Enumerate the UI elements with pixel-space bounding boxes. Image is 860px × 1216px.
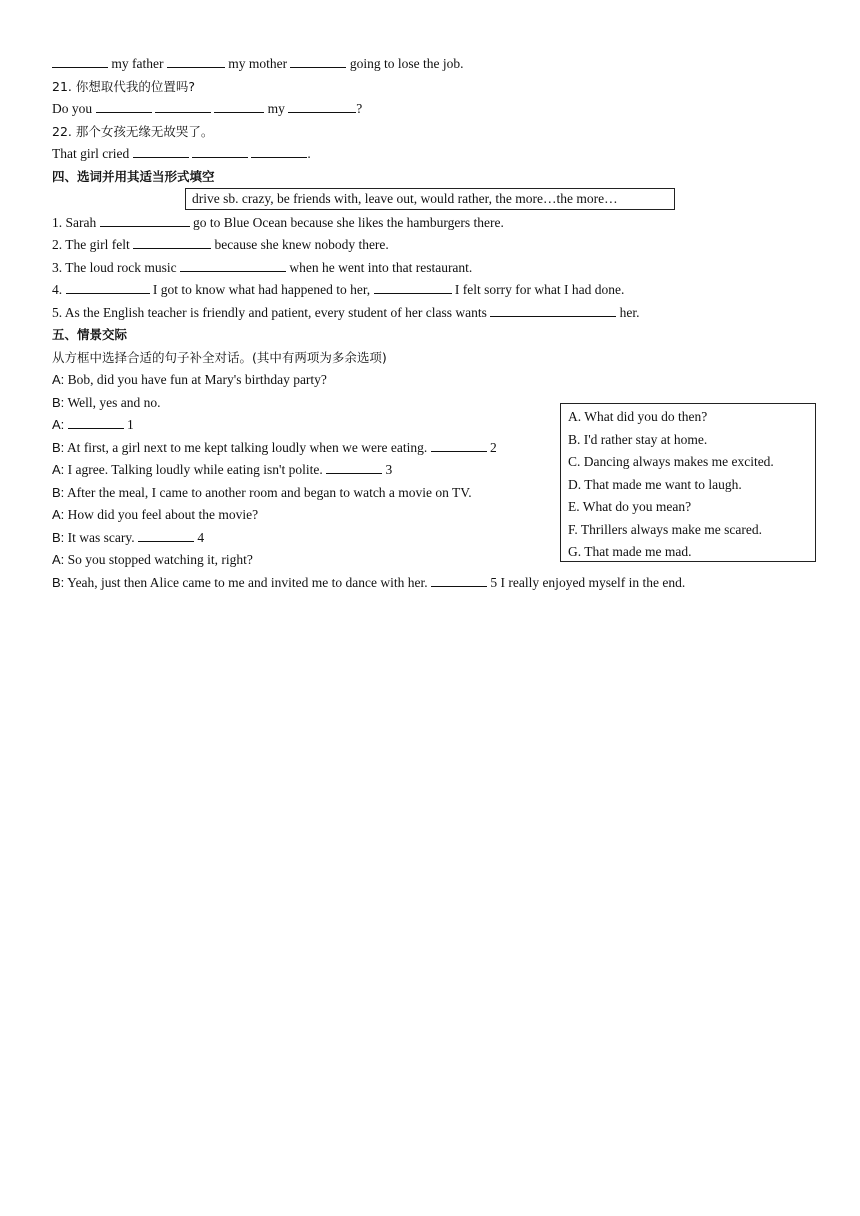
option-c: C. Dancing always makes me excited. bbox=[568, 454, 774, 469]
item-text: 1. Sarah bbox=[52, 215, 97, 230]
exercise-item-2 bbox=[52, 236, 389, 254]
question-22-chinese: 22. 那个女孩无缘无故哭了。 bbox=[52, 124, 214, 139]
section-5-heading: 五、情景交际 bbox=[52, 327, 128, 342]
question-21-english bbox=[52, 100, 362, 118]
blank-number: 4 bbox=[197, 530, 205, 545]
answer-blank[interactable] bbox=[431, 574, 487, 587]
item-text: because she knew nobody there. bbox=[214, 237, 389, 252]
section-4-heading: 四、选词并用其适当形式填空 bbox=[52, 169, 215, 184]
answer-blank[interactable] bbox=[96, 100, 152, 113]
item-text: go to Blue Ocean because she likes the hamburgers there. bbox=[193, 215, 504, 230]
answer-blank[interactable] bbox=[288, 100, 356, 113]
item-text: her. bbox=[619, 305, 640, 320]
word-bank-box: drive sb. crazy, be friends with, leave out, would rather, the more…the more… bbox=[185, 188, 675, 210]
dialogue-text: Bob, did you have fun at Mary's birthday party? bbox=[67, 372, 327, 387]
exercise-item-5 bbox=[52, 304, 640, 322]
dialogue-line bbox=[52, 574, 685, 592]
answer-blank[interactable] bbox=[52, 55, 108, 68]
line-text: That girl cried bbox=[52, 146, 130, 161]
blank-number: 2 bbox=[489, 440, 497, 455]
option-d: D. That made me want to laugh. bbox=[568, 476, 742, 492]
answer-blank[interactable] bbox=[133, 236, 211, 249]
dialogue-text: So you stopped watching it, right? bbox=[67, 552, 253, 567]
item-text: when he went into that restaurant. bbox=[289, 260, 473, 275]
answer-blank[interactable] bbox=[66, 281, 150, 294]
answer-blank[interactable] bbox=[251, 145, 307, 158]
speaker-label: A: bbox=[52, 372, 65, 387]
dialogue-text: At first, a girl next to me kept talking loudly when we were eating. bbox=[66, 440, 428, 455]
options-box bbox=[560, 403, 816, 562]
option-b: B. I'd rather stay at home. bbox=[568, 431, 708, 447]
question-22-english bbox=[52, 145, 311, 163]
exercise-item-4 bbox=[52, 281, 624, 299]
line-text: going to lose the job. bbox=[349, 56, 464, 71]
dialogue-line bbox=[52, 416, 134, 434]
item-text: I felt sorry for what I had done. bbox=[454, 282, 625, 297]
dialogue-text: I really enjoyed myself in the end. bbox=[500, 575, 686, 590]
answer-blank[interactable] bbox=[214, 100, 264, 113]
blank-number: 5 bbox=[490, 575, 498, 590]
fill-in-line-20 bbox=[52, 55, 463, 73]
answer-blank[interactable] bbox=[290, 55, 346, 68]
dialogue-line bbox=[52, 394, 160, 412]
answer-blank[interactable] bbox=[100, 214, 190, 227]
dialogue-line bbox=[52, 551, 253, 569]
answer-blank[interactable] bbox=[167, 55, 225, 68]
dialogue-line bbox=[52, 461, 392, 479]
line-text: . bbox=[307, 146, 311, 161]
item-text: I got to know what had happened to her, bbox=[152, 282, 371, 297]
dialogue-text: After the meal, I came to another room and began to watch a movie on TV. bbox=[66, 485, 472, 500]
speaker-label: B: bbox=[52, 485, 65, 500]
question-21-chinese: 21. 你想取代我的位置吗? bbox=[52, 79, 195, 94]
line-text: Do you bbox=[52, 101, 93, 116]
dialogue-line bbox=[52, 529, 204, 547]
dialogue-text: It was scary. bbox=[67, 530, 135, 545]
speaker-label: B: bbox=[52, 440, 65, 455]
answer-blank[interactable] bbox=[490, 304, 616, 317]
dialogue-line bbox=[52, 506, 258, 524]
dialogue-text: Yeah, just then Alice came to me and invited me to dance with her. bbox=[67, 575, 428, 590]
dialogue-line bbox=[52, 484, 472, 502]
exercise-item-1 bbox=[52, 214, 504, 232]
speaker-label: A: bbox=[52, 552, 65, 567]
exercise-item-3 bbox=[52, 259, 472, 277]
dialogue-line bbox=[52, 371, 327, 389]
option-g: G. That made me mad. bbox=[568, 544, 692, 559]
line-text: my father bbox=[111, 56, 164, 71]
dialogue-text: I agree. Talking loudly while eating isn't polite. bbox=[67, 462, 323, 477]
line-text: ? bbox=[356, 101, 363, 116]
speaker-label: A: bbox=[52, 417, 65, 432]
blank-number: 3 bbox=[385, 462, 393, 477]
answer-blank[interactable] bbox=[374, 281, 452, 294]
answer-blank[interactable] bbox=[326, 461, 382, 474]
answer-blank[interactable] bbox=[138, 529, 194, 542]
answer-blank[interactable] bbox=[431, 439, 487, 452]
speaker-label: B: bbox=[52, 530, 65, 545]
option-a: A. What did you do then? bbox=[568, 409, 708, 424]
line-text: my mother bbox=[228, 56, 288, 71]
answer-blank[interactable] bbox=[180, 259, 286, 272]
speaker-label: A: bbox=[52, 462, 65, 477]
answer-blank[interactable] bbox=[192, 145, 248, 158]
answer-blank[interactable] bbox=[155, 100, 211, 113]
item-text: 4. bbox=[52, 282, 63, 297]
section-5-instruction: 从方框中选择合适的句子补全对话。(其中有两项为多余选项) bbox=[52, 350, 387, 365]
line-text: my bbox=[267, 101, 285, 116]
speaker-label: B: bbox=[52, 395, 65, 410]
option-f: F. Thrillers always make me scared. bbox=[568, 521, 762, 537]
answer-blank[interactable] bbox=[68, 416, 124, 429]
speaker-label: B: bbox=[52, 575, 65, 590]
item-text: 5. As the English teacher is friendly and patient, every student of her class wants bbox=[52, 305, 487, 320]
blank-number: 1 bbox=[127, 417, 134, 432]
dialogue-line bbox=[52, 439, 497, 457]
answer-blank[interactable] bbox=[133, 145, 189, 158]
item-text: 3. The loud rock music bbox=[52, 260, 177, 275]
dialogue-text: How did you feel about the movie? bbox=[67, 507, 259, 522]
item-text: 2. The girl felt bbox=[52, 237, 130, 252]
dialogue-text: Well, yes and no. bbox=[67, 395, 161, 410]
option-e: E. What do you mean? bbox=[568, 499, 692, 514]
speaker-label: A: bbox=[52, 507, 65, 522]
